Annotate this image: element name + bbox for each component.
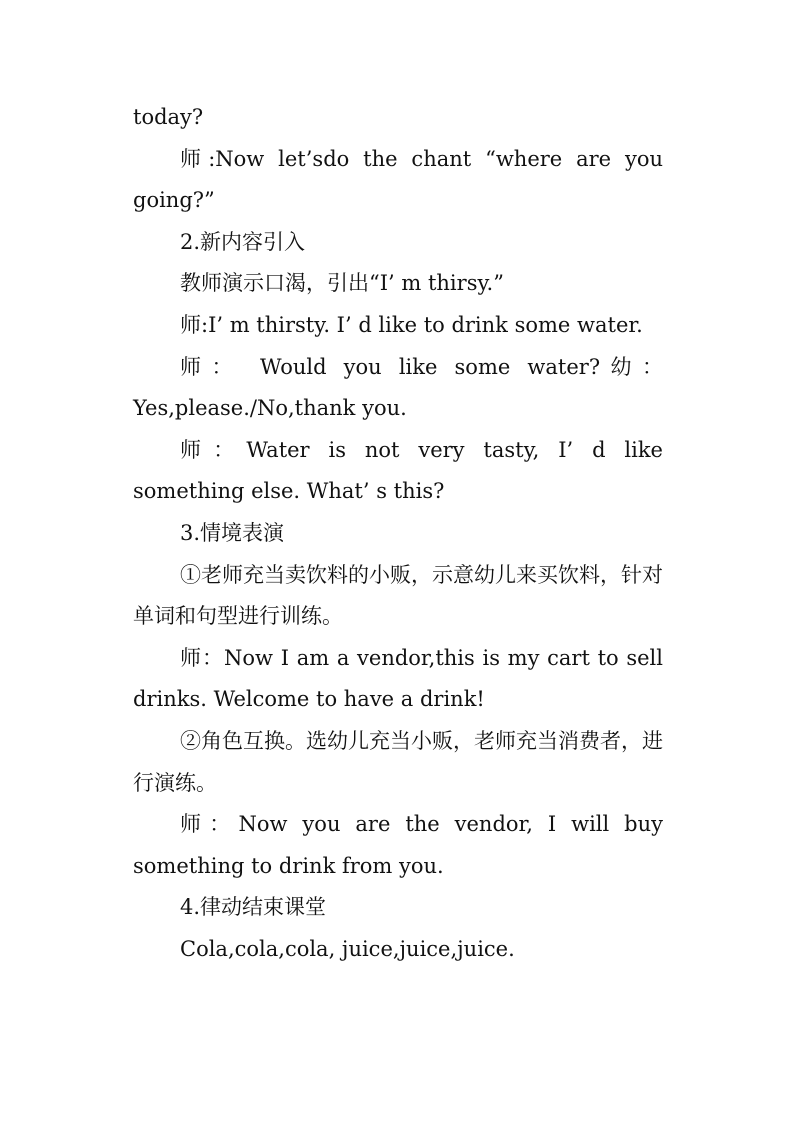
section-heading-3: 3.情境表演 [180, 520, 285, 545]
paragraph-10: 师：Now I am a vendor,this is my cart to sell drinks. Welcome to have a drink! [133, 645, 663, 712]
paragraph-6: 师： Would you like some water?幼：Yes,please./No,thank you. [133, 354, 663, 421]
paragraph-5: 师:I’ m thirsty. I’ d like to drink some water. [180, 312, 643, 337]
paragraph-14: Cola,cola,cola, juice,juice,juice. [180, 936, 515, 961]
paragraph-9: ①老师充当卖饮料的小贩，示意幼儿来买饮料，针对单词和句型进行训练。 [133, 562, 663, 629]
section-heading-2: 2.新内容引入 [180, 229, 306, 254]
document-body [133, 97, 663, 970]
section-heading-4: 4.律动结束课堂 [180, 895, 327, 920]
paragraph-7: 师：Water is not very tasty, I’ d like something else. What’ s this? [133, 437, 663, 504]
paragraph-11: ②角色互换。选幼儿充当小贩，老师充当消费者，进行演练。 [133, 728, 663, 795]
paragraph-1: today? [133, 105, 204, 129]
paragraph-2: 师:Now let’sdo the chant “where are you going?” [133, 146, 663, 213]
paragraph-4: 教师演示口渴，引出“I’ m thirsy.” [180, 271, 504, 296]
paragraph-12: 师：Now you are the vendor, I will buy something to drink from you. [133, 812, 663, 878]
